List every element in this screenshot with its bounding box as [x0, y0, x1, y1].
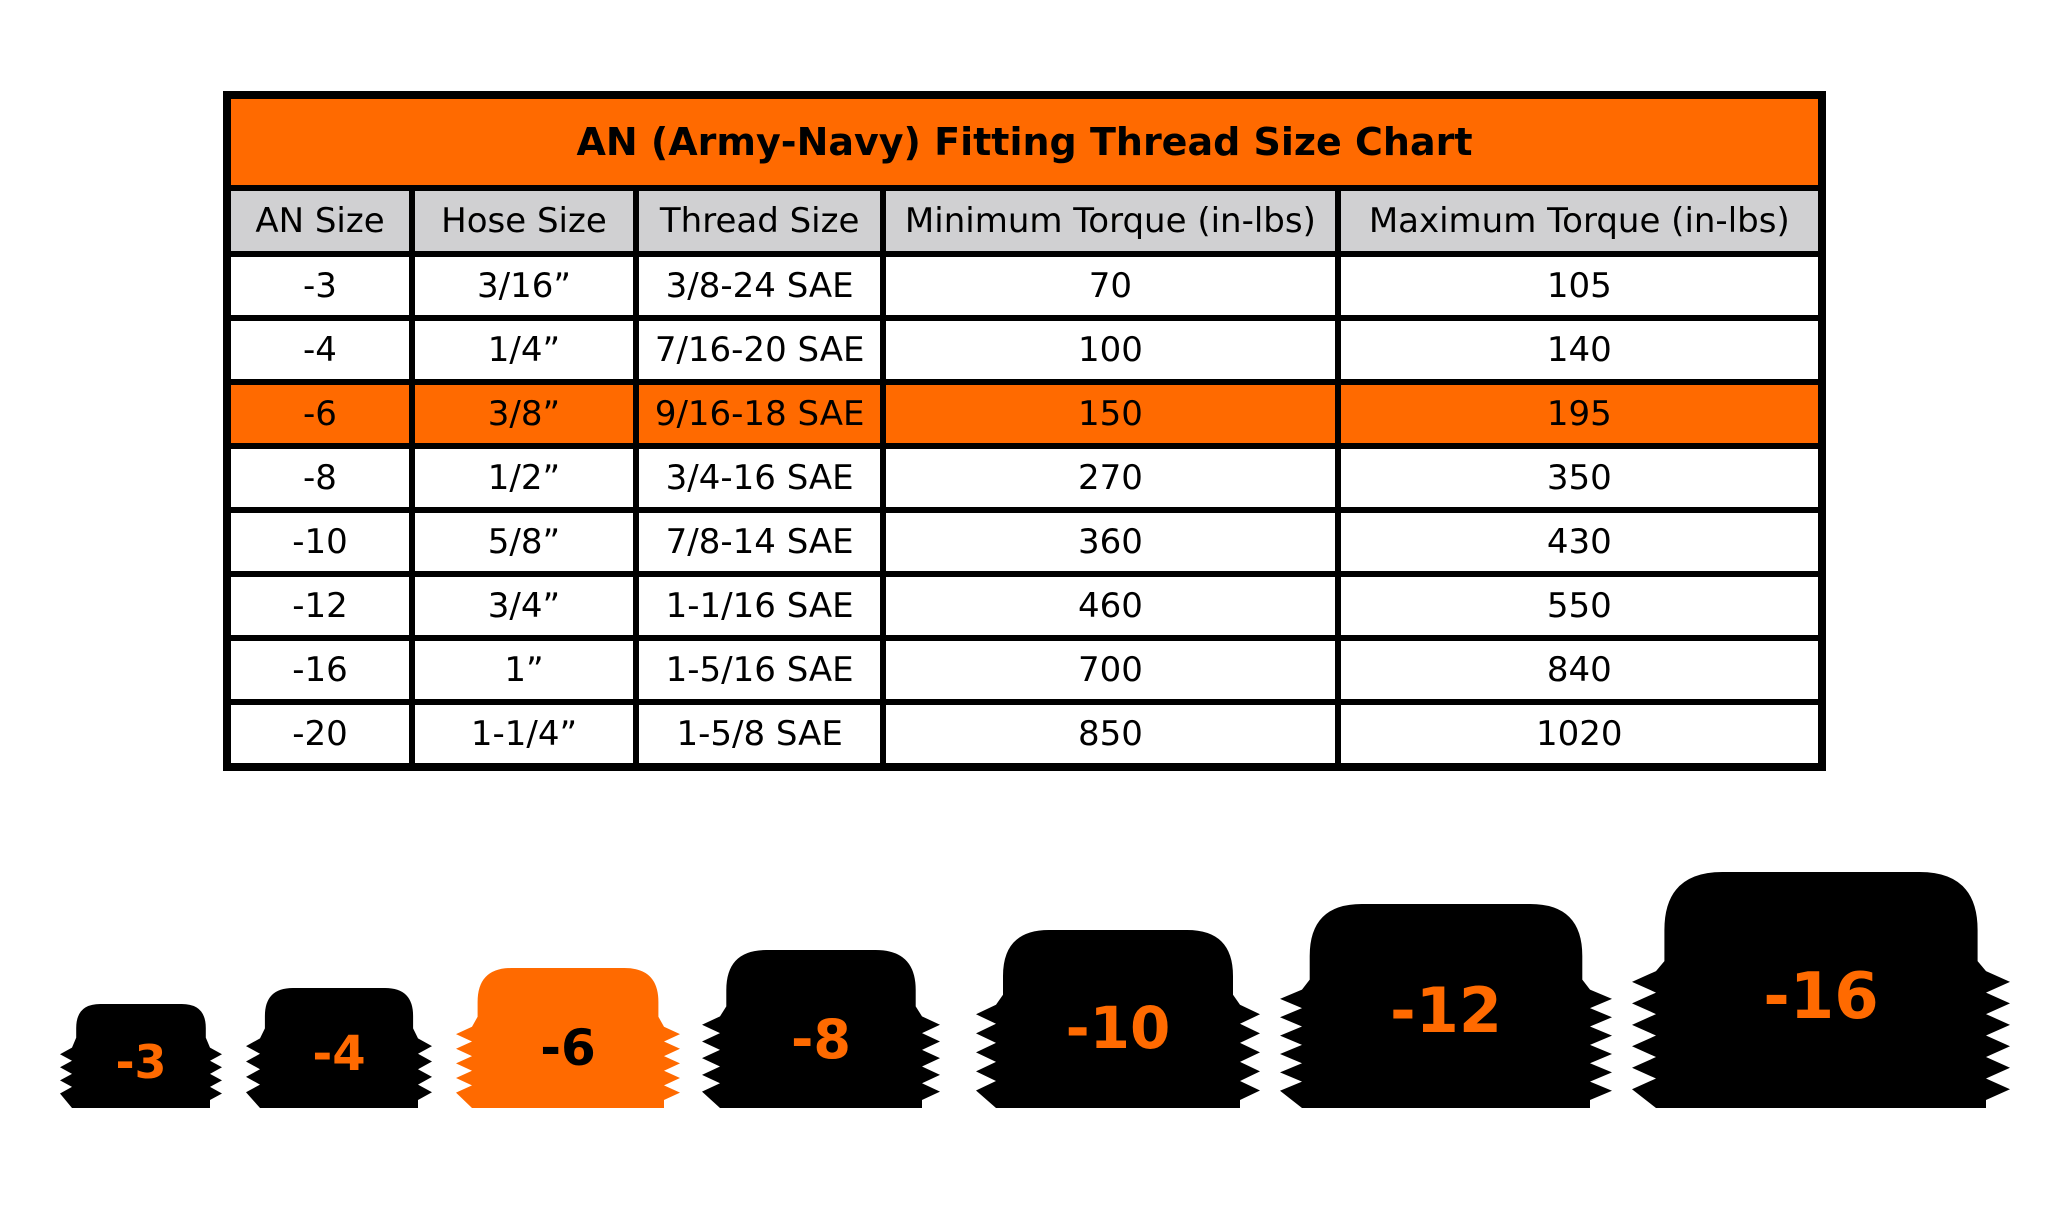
table-cell: 3/16”: [412, 254, 636, 318]
table-cell: 850: [883, 702, 1337, 767]
table-cell: 195: [1338, 382, 1822, 446]
table-cell: 3/8-24 SAE: [636, 254, 883, 318]
column-header-hose-size: Hose Size: [412, 188, 636, 254]
table-cell: -4: [227, 318, 412, 382]
table-cell: 840: [1338, 638, 1822, 702]
table-cell: -8: [227, 446, 412, 510]
table-cell: 150: [883, 382, 1337, 446]
fitting-dash4: [246, 988, 432, 1108]
table-cell: 1-1/4”: [412, 702, 636, 767]
table-cell: -3: [227, 254, 412, 318]
fitting-dash16: [1632, 872, 2010, 1108]
table-cell: 350: [1338, 446, 1822, 510]
table-cell: 1”: [412, 638, 636, 702]
table-cell: 1-5/16 SAE: [636, 638, 883, 702]
table-cell: -6: [227, 382, 412, 446]
fitting-dash12: [1280, 904, 1612, 1108]
fitting-label: -6: [540, 1019, 596, 1077]
table-cell: -12: [227, 574, 412, 638]
fitting-dash10: [976, 930, 1260, 1108]
table-cell: 1-1/16 SAE: [636, 574, 883, 638]
table-title: AN (Army-Navy) Fitting Thread Size Chart: [227, 95, 1822, 188]
table-cell: 3/8”: [412, 382, 636, 446]
fitting-label: -4: [312, 1026, 366, 1082]
table-cell: 700: [883, 638, 1337, 702]
column-header-an-size: AN Size: [227, 188, 412, 254]
table-cell: 9/16-18 SAE: [636, 382, 883, 446]
fitting-label: -3: [115, 1035, 167, 1089]
table-cell: 3/4”: [412, 574, 636, 638]
fitting-label: -10: [1065, 994, 1171, 1062]
table-cell: 360: [883, 510, 1337, 574]
fitting-label: -12: [1389, 974, 1503, 1047]
table-cell: 5/8”: [412, 510, 636, 574]
table-cell: 1-5/8 SAE: [636, 702, 883, 767]
table-cell: 105: [1338, 254, 1822, 318]
table-cell: -10: [227, 510, 412, 574]
table-cell: 7/8-14 SAE: [636, 510, 883, 574]
fitting-dash6: [456, 968, 680, 1108]
table-cell: -16: [227, 638, 412, 702]
column-header-min-torque: Minimum Torque (in-lbs): [883, 188, 1337, 254]
table-cell: 1020: [1338, 702, 1822, 767]
table-cell: 70: [883, 254, 1337, 318]
fitting-label: -8: [791, 1008, 851, 1071]
table-cell: 7/16-20 SAE: [636, 318, 883, 382]
table-cell: 1/2”: [412, 446, 636, 510]
column-header-max-torque: Maximum Torque (in-lbs): [1338, 188, 1822, 254]
table-cell: 550: [1338, 574, 1822, 638]
fitting-label: -16: [1763, 960, 1879, 1034]
table-cell: 140: [1338, 318, 1822, 382]
table-cell: 3/4-16 SAE: [636, 446, 883, 510]
table-cell: 100: [883, 318, 1337, 382]
table-cell: 1/4”: [412, 318, 636, 382]
table-cell: -20: [227, 702, 412, 767]
fitting-dash8: [702, 950, 940, 1108]
column-header-thread-size: Thread Size: [636, 188, 883, 254]
table-cell: 430: [1338, 510, 1822, 574]
table-cell: 460: [883, 574, 1337, 638]
table-cell: 270: [883, 446, 1337, 510]
fitting-dash3: [60, 1004, 222, 1108]
